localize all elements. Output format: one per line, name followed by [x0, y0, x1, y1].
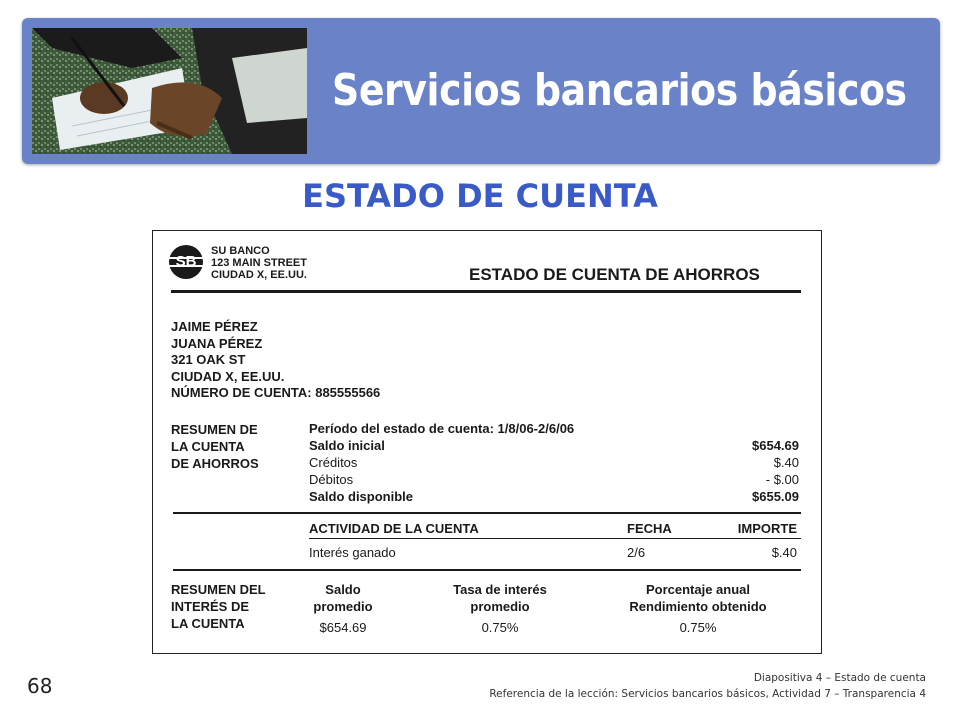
footer-lesson-reference: Referencia de la lección: Servicios bancarios básicos, Actividad 7 – Transparencia 4 — [489, 688, 926, 700]
summary-heading — [171, 421, 259, 472]
client-street: 321 OAK ST — [171, 352, 246, 367]
su-banco-logo — [169, 245, 203, 279]
column-header-line: Tasa de interés — [453, 582, 547, 597]
opening-balance-label: Saldo inicial — [309, 438, 385, 453]
debits-label: Débitos — [309, 472, 354, 487]
hands-signing-check-photo — [32, 28, 307, 154]
opening-balance-value: $654.69 — [752, 438, 799, 453]
interest-heading-line: INTERÉS DE — [171, 599, 250, 614]
summary-divider — [173, 512, 801, 514]
slide-footer — [489, 670, 926, 702]
activity-header: ACTIVIDAD DE LA CUENTA — [309, 521, 479, 536]
average-balance-value: $654.69 — [319, 620, 367, 635]
interest-heading-line: RESUMEN DEL — [171, 582, 266, 597]
statement-title: ESTADO DE CUENTA DE AHORROS — [469, 265, 760, 284]
account-number: 885555566 — [315, 385, 381, 400]
activity-divider — [173, 569, 801, 571]
activity-header-divider — [309, 538, 801, 539]
debits-value: - $.00 — [765, 472, 799, 487]
savings-statement — [152, 230, 822, 654]
column-header-line: Saldo — [325, 582, 361, 597]
statement-period: Período del estado de cuenta: 1/8/06-2/6/06 — [309, 421, 575, 436]
banner-title: Servicios bancarios básicos — [332, 65, 907, 116]
interest-heading-line: LA CUENTA — [171, 616, 245, 631]
account-label: NÚMERO DE CUENTA: — [171, 385, 312, 400]
column-header-line: Rendimiento obtenido — [629, 599, 767, 614]
annual-yield-value: 0.75% — [679, 620, 717, 635]
average-rate-value: 0.75% — [481, 620, 519, 635]
activity-date: 2/6 — [627, 545, 646, 560]
column-header-line: promedio — [313, 599, 373, 614]
summary-heading-line: RESUMEN DE — [171, 422, 258, 437]
bank-street: 123 MAIN STREET — [211, 257, 307, 269]
date-header: FECHA — [627, 521, 672, 536]
credits-value: $.40 — [773, 455, 799, 470]
column-header-line: Porcentaje anual — [645, 582, 751, 597]
footer-slide-caption: Diapositiva 4 – Estado de cuenta — [753, 672, 926, 684]
activity-description: Interés ganado — [309, 545, 396, 560]
header-divider — [171, 290, 801, 293]
average-rate-header — [425, 581, 575, 615]
client-city: CIUDAD X, EE.UU. — [171, 368, 285, 384]
logo-text: SB — [175, 253, 197, 270]
bank-name: SU BANCO — [211, 245, 270, 257]
average-balance-header — [293, 581, 393, 615]
available-balance-value: $655.09 — [752, 489, 799, 504]
client-name-2: JUANA PÉREZ — [171, 335, 263, 351]
summary-heading-line: DE AHORROS — [171, 456, 259, 471]
page-title: ESTADO DE CUENTA — [302, 177, 658, 215]
interest-heading — [171, 581, 266, 632]
client-info — [171, 319, 380, 402]
available-balance-label: Saldo disponible — [309, 489, 414, 504]
credits-label: Créditos — [309, 455, 358, 470]
bank-city: CIUDAD X, EE.UU. — [211, 269, 307, 281]
client-name-1: JAIME PÉREZ — [171, 319, 258, 334]
slide-number: 68 — [27, 674, 53, 698]
activity-amount: $.40 — [771, 545, 797, 560]
column-header-line: promedio — [470, 599, 530, 614]
header-banner — [22, 18, 940, 164]
summary-heading-line: LA CUENTA — [171, 439, 245, 454]
account-number-line — [171, 385, 380, 402]
annual-yield-header — [613, 581, 783, 615]
bank-address — [211, 245, 307, 281]
amount-header: IMPORTE — [737, 521, 797, 536]
